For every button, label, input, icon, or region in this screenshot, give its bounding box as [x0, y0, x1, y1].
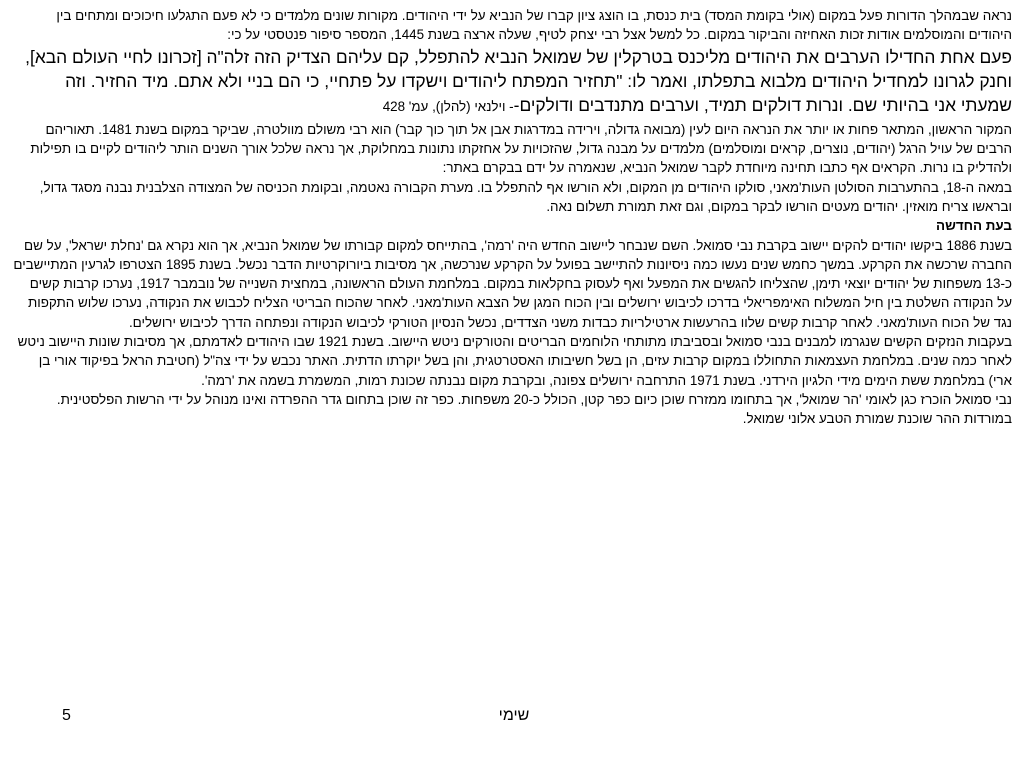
source-paragraph: המקור הראשון, המתאר פחות או יותר את הנראה היום לעין (מבואה גדולה, וירידה במדרגות אבן אל תוך כוך קבר) הוא רבי משולם מוולטרה, שביקר במקום בשנת 1481. תאוריהם הרבים של עויל הרגל (יהודים, נוצרים, קראים ומוסלמים) מלמדים על מבנה גדול, שהזכויות על אחזקתו נתונות במחלוקת, אך נראה שלכל אורך השנים הותר ליהודים לקיים בו תפילות ולהדליק בו נרות. הקראים אף כתבו תחינה מיוחדת לקבר שמואל הנביא, שנאמרה על ידם בבקרם באתר:	[30, 121, 1012, 176]
page-number: 5	[62, 707, 71, 724]
nature-reserve-paragraph: במורדות ההר שוכנת שמורת הטבע אלוני שמואל.	[742, 411, 1012, 427]
quote-paragraph	[12, 45, 1012, 120]
quote-text: פעם אחת החדילו הערבים את היהודים מליכנס בטרקלין של שמואל הנביא להתפלל, קם עליהם הצדיק הזה זלה"ה [זכרונו לחיי העולם הבא], וחנק לגרונו למחדיל היהודים מלבוא בתפלתו, ואמר לו: "תחזיר המפתח ליהודים וישקדו על פתחיי, כי הם בניי ולא אתם. מיד החזיר. וזה שמעתי אני בהיותי שם. ונרות דולקים תמיד, וערבים מתנדבים ודולקים-	[25, 46, 1012, 116]
village-paragraph: נבי סמואל הוכרז כגן לאומי 'הר שמואל', אך בתחומו ממזרח שוכן כיום כפר קטן, הכולל כ-20 משפחות. כפר זה שוכן בתחום גדר ההפרדה ואינו מנוהל על ידי הרשות הפלסטינית.	[56, 391, 1012, 407]
footer-author: שימי	[498, 707, 530, 724]
modern-paragraph-1: בשנת 1886 ביקשו יהודים להקים יישוב בקרבת נבי סמואל. השם שנבחר ליישוב החדש היה 'רמה', בהתייחס למקום קבורתו של שמואל הנביא, אך הוא נקרא גם 'נחלת ישראל', על שם החברה שרכשה את הקרקע. במשך כחמש שנים נעשו כמה ניסיונות להתיישב בפועל על הקרקע שנרכשה, אך מסיבות ביורוקרטיות הדבר נכשל. בשנת 1895 הצטרפו לגרעין המתיישבים כ-13 משפחות של יהודים יוצאי תימן, שהצליחו להגשים את המפעל ואף לעסוק בחקלאות במקום. במלחמת העולם הראשונה, במחצית השנייה של נובמבר 1917, נערכו קרבות קשים על הנקודה השלטת בין חיל המשלוח האימפריאלי בדרכו לכיבוש ירושלים ובין הכוח המגן של הצבא העות'מאני. לאחר שהכוח הבריטי הצליח לכבוש את הנקודה, נערכו שלוש התקפות נגד של הכוח העות'מאני. לאחר קרבות קשים שלוו בהרעשות ארטילריות כבדות משני הצדדים, נכשל הנסיון הטורקי לכיבוש הנקודה ונפתחה הדרך לכיבוש ירושלים.	[13, 237, 1012, 330]
document-body	[12, 6, 1012, 429]
quote-source: - וילנאי (להלן), עמ' 428	[382, 99, 514, 115]
modern-era-heading: בעת החדשה	[936, 218, 1012, 234]
century18-paragraph: במאה ה-18, בהתערבות הסולטן העות'מאני, סולקו היהודים מן המקום, ולא הורשו אף להתפלל בו. מערת הקבורה נאטמה, ובקומת הכניסה של המצודה הצלבנית נבנה מסגד גדול, ובראשו צריח מואזין. יהודים מעטים הורשו לבקר במקום, וגם זאת תמורת תשלום נאה.	[39, 179, 1012, 214]
modern-paragraph-2: בעקבות הנזקים הקשים שנגרמו למבנים בנבי סמואל ובסביבתו מתותחי הלוחמים הבריטים והטורקים ניטש היישוב. בשנת 1921 שבו היהודים לאדמתם, אך מסיבות שונות היישוב ניטש לאחר כמה שנים. במלחמת העצמאות התחוללו במקום קרבות עזים, הן בשל חשיבותו האסטרטגית, והן בשל יוקרתו הדתית. האתר נכבש על ידי צה"ל (חטיבת הראל בפיקוד אורי בן ארי) במלחמת ששת הימים מידי הלגיון הירדני. בשנת 1971 התרחבה ירושלים צפונה, ובקרבת מקום נבנתה שכונת רמות, המשמרת בשמה את 'רמה'.	[17, 334, 1012, 388]
intro-paragraph: נראה שבמהלך הדורות פעל במקום (אולי בקומת המסד) בית כנסת, בו הוצג ציון קברו של הנביא על ידי היהודים. מקורות שונים מלמדים כי לא פעם התגלעו חיכוכים ומתחים בין היהודים והמוסלמים אודות זכות האחיזה והביקור במקום. כל למשל אצל רבי יצחק לטיף, שעלה ארצה בשנת 1445, המספר סיפור פנטסטי על כי:	[56, 8, 1012, 43]
